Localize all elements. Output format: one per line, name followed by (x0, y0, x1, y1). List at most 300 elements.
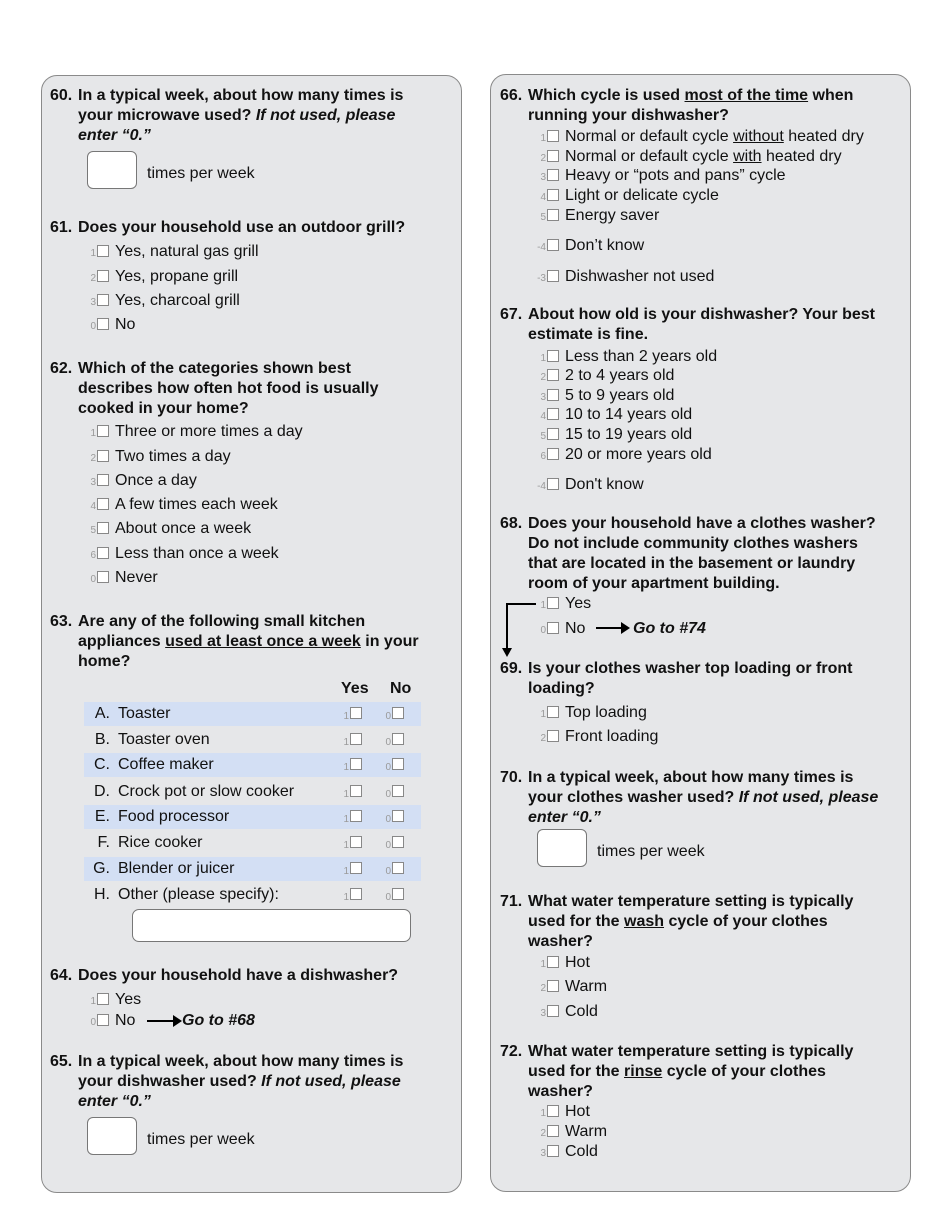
yes-choice[interactable] (340, 805, 368, 832)
checkbox[interactable] (97, 571, 109, 583)
checkbox[interactable] (392, 758, 404, 770)
option-label: Yes, charcoal grill (115, 292, 240, 309)
question-number: 67. (500, 306, 523, 323)
option-code: -3 (537, 273, 546, 284)
option-label: Never (115, 569, 158, 586)
option-code: 0 (90, 1017, 96, 1028)
option-label: Normal or default cycle (565, 148, 729, 165)
answer-option[interactable] (537, 445, 712, 467)
checkbox[interactable] (547, 428, 559, 440)
checkbox[interactable] (547, 369, 559, 381)
answer-option[interactable] (87, 267, 238, 289)
checkbox[interactable] (392, 810, 404, 822)
dishwasher-times-input[interactable] (87, 1117, 137, 1155)
yes-choice[interactable] (340, 753, 368, 780)
question-68 (500, 514, 905, 594)
arrowhead-icon (621, 622, 630, 634)
checkbox[interactable] (350, 733, 362, 745)
answer-option[interactable] (537, 166, 786, 188)
option-code: 1 (90, 248, 96, 259)
option-code: 6 (90, 550, 96, 561)
answer-option[interactable] (537, 267, 714, 289)
option-label: Front loading (565, 728, 659, 745)
question-text: Which of the categories shown best (78, 360, 351, 377)
option-label: Yes (565, 595, 592, 612)
arrowhead-icon (173, 1015, 182, 1027)
question-text: estimate is fine. (528, 326, 649, 343)
question-text: cycle of your clothes (668, 913, 828, 930)
yes-choice[interactable] (340, 883, 368, 910)
option-label: 2 to 4 years old (565, 367, 675, 384)
option-label: Hot (565, 1103, 590, 1120)
option-code: 1 (343, 762, 349, 773)
option-label: Top loading (565, 704, 647, 721)
option-code: 0 (385, 866, 391, 877)
option-label-underlined: with (733, 148, 762, 165)
option-code: 1 (343, 814, 349, 825)
row-letter: B. (94, 731, 110, 748)
checkbox[interactable] (547, 169, 559, 181)
question-63 (50, 612, 455, 672)
checkbox[interactable] (547, 1105, 559, 1117)
no-choice[interactable] (382, 753, 410, 780)
answer-option[interactable] (537, 1002, 598, 1024)
question-66 (500, 86, 905, 126)
row-label: Crock pot or slow cooker (118, 783, 295, 800)
skip-instruction: Go to #68 (182, 1012, 255, 1029)
option-code: 1 (343, 866, 349, 877)
checkbox[interactable] (97, 522, 109, 534)
checkbox[interactable] (350, 785, 362, 797)
question-text: loading? (528, 680, 595, 697)
question-number: 65. (50, 1053, 73, 1070)
option-code: 1 (343, 789, 349, 800)
checkbox[interactable] (97, 294, 109, 306)
option-code: 3 (90, 297, 96, 308)
question-text: In a typical week, about how many times is (78, 1053, 404, 1070)
no-choice[interactable] (382, 883, 410, 910)
instruction-text: If not used, please (261, 1073, 401, 1090)
checkbox[interactable] (97, 474, 109, 486)
question-64 (50, 966, 455, 986)
row-label: Food processor (118, 808, 230, 825)
checkbox[interactable] (547, 270, 559, 282)
answer-option[interactable] (87, 447, 231, 469)
row-letter: D. (94, 783, 110, 800)
option-code: 3 (540, 172, 546, 183)
row-label: Toaster (118, 705, 171, 722)
question-text: Does your household have a dishwasher? (78, 967, 399, 984)
row-letter: E. (94, 808, 110, 825)
checkbox[interactable] (97, 498, 109, 510)
checkbox[interactable] (97, 245, 109, 257)
checkbox[interactable] (547, 622, 559, 634)
unit-label: times per week (597, 843, 705, 860)
row-label: Toaster oven (118, 731, 210, 748)
row-label: Coffee maker (118, 756, 214, 773)
option-label: No (115, 316, 136, 333)
option-code: 3 (540, 392, 546, 403)
instruction-text: enter “0.” (528, 809, 601, 826)
option-code: 2 (540, 153, 546, 164)
answer-option[interactable] (537, 953, 590, 975)
option-label: Heavy or “pots and pans” cycle (565, 167, 786, 184)
answer-option[interactable] (87, 242, 259, 264)
option-code: 2 (540, 1128, 546, 1139)
answer-option[interactable] (537, 619, 585, 641)
answer-option[interactable] (87, 990, 141, 1012)
appliance-row (84, 831, 421, 855)
checkbox[interactable] (547, 706, 559, 718)
answer-option[interactable] (537, 206, 659, 228)
checkbox[interactable] (547, 1145, 559, 1157)
answer-option[interactable] (537, 186, 719, 208)
question-text: About how old is your dishwasher? Your best (528, 306, 875, 323)
answer-option[interactable] (537, 727, 658, 749)
answer-option[interactable] (87, 568, 158, 590)
option-label: Three or more times a day (115, 423, 303, 440)
question-text: in your (365, 633, 419, 650)
option-label: Less than once a week (115, 545, 279, 562)
option-code: 4 (540, 411, 546, 422)
option-code: 1 (540, 133, 546, 144)
answer-option[interactable] (87, 471, 197, 493)
checkbox[interactable] (97, 450, 109, 462)
checkbox[interactable] (547, 980, 559, 992)
answer-option[interactable] (87, 422, 303, 444)
option-label: Don’t know (565, 237, 645, 254)
question-number: 62. (50, 360, 73, 377)
option-code: 0 (385, 840, 391, 851)
option-label: Yes (115, 991, 142, 1008)
option-label: 20 or more years old (565, 446, 712, 463)
no-choice[interactable] (382, 702, 410, 729)
checkbox[interactable] (547, 478, 559, 490)
row-letter: H. (94, 886, 110, 903)
option-code: 5 (540, 431, 546, 442)
question-number: 66. (500, 87, 523, 104)
option-label: 10 to 14 years old (565, 406, 693, 423)
checkbox[interactable] (350, 810, 362, 822)
option-label: Less than 2 years old (565, 348, 718, 365)
question-72 (500, 1042, 905, 1102)
question-text: Which cycle is used (528, 87, 681, 104)
row-letter: A. (94, 705, 110, 722)
checkbox[interactable] (392, 862, 404, 874)
option-label: Hot (565, 954, 590, 971)
option-code: 4 (90, 501, 96, 512)
checkbox[interactable] (547, 389, 559, 401)
checkbox[interactable] (547, 448, 559, 460)
checkbox[interactable] (547, 956, 559, 968)
option-label: Two times a day (115, 448, 231, 465)
skip-arrow-icon (147, 1020, 173, 1022)
option-code: 4 (540, 192, 546, 203)
question-number: 68. (500, 515, 523, 532)
instruction-text: If not used, please (255, 107, 396, 124)
checkbox[interactable] (392, 733, 404, 745)
unit-label: times per week (147, 1131, 255, 1148)
option-code: 3 (540, 1008, 546, 1019)
option-code: 1 (343, 737, 349, 748)
answer-option[interactable] (87, 519, 251, 541)
option-code: 1 (343, 840, 349, 851)
option-code: 1 (540, 600, 546, 611)
yes-choice[interactable] (340, 857, 368, 884)
checkbox[interactable] (350, 836, 362, 848)
checkbox[interactable] (350, 707, 362, 719)
unit-label: times per week (147, 165, 255, 182)
checkbox[interactable] (392, 888, 404, 900)
appliance-row (84, 728, 421, 752)
answer-option[interactable] (537, 1142, 598, 1164)
question-text: room of your apartment building. (528, 575, 780, 592)
question-70 (500, 768, 905, 828)
other-specify-input[interactable] (132, 909, 411, 942)
checkbox[interactable] (97, 1014, 109, 1026)
row-label: Rice cooker (118, 834, 203, 851)
question-number: 70. (500, 769, 523, 786)
checkbox[interactable] (547, 597, 559, 609)
option-label: Warm (565, 1123, 608, 1140)
appliance-row (84, 753, 421, 777)
checkbox[interactable] (97, 270, 109, 282)
checkbox[interactable] (547, 130, 559, 142)
question-number: 63. (50, 613, 73, 630)
question-text: Do not include community clothes washers (528, 535, 858, 552)
question-text-underlined: most of the time (684, 87, 809, 104)
answer-option[interactable] (537, 1122, 607, 1144)
question-text: What water temperature setting is typically (528, 893, 854, 910)
question-number: 72. (500, 1043, 523, 1060)
option-label: Cold (565, 1003, 598, 1020)
option-code: 5 (90, 525, 96, 536)
question-number: 64. (50, 967, 73, 984)
option-code: 0 (90, 321, 96, 332)
option-code: 0 (385, 762, 391, 773)
option-label: A few times each week (115, 496, 278, 513)
question-text: your dishwasher used? (78, 1073, 257, 1090)
question-text: appliances (78, 633, 161, 650)
option-code: 0 (385, 814, 391, 825)
option-code: -4 (537, 481, 546, 492)
question-number: 61. (50, 219, 73, 236)
appliance-row (84, 805, 421, 829)
checkbox[interactable] (97, 547, 109, 559)
instruction-text: If not used, please (738, 789, 879, 806)
question-text-underlined: rinse (624, 1063, 663, 1080)
option-label: 5 to 9 years old (565, 387, 675, 404)
option-code: 2 (540, 733, 546, 744)
no-choice[interactable] (382, 831, 410, 858)
option-label: Light or delicate cycle (565, 187, 719, 204)
answer-option[interactable] (537, 594, 591, 616)
appliance-row (84, 780, 421, 804)
yes-choice[interactable] (340, 728, 368, 755)
option-label-underlined: without (733, 128, 784, 145)
checkbox[interactable] (547, 1005, 559, 1017)
option-label: Yes, propane grill (115, 268, 239, 285)
question-text: What water temperature setting is typically (528, 1043, 854, 1060)
option-label: 15 to 19 years old (565, 426, 693, 443)
answer-option[interactable] (87, 495, 278, 517)
question-text: Does your household use an outdoor grill? (78, 219, 406, 236)
option-code: 2 (90, 453, 96, 464)
answer-option[interactable] (87, 315, 135, 337)
question-text-underlined: used at least once a week (165, 633, 361, 650)
option-code: 0 (385, 711, 391, 722)
question-61 (50, 218, 455, 238)
answer-option[interactable] (537, 703, 647, 725)
option-label: No (115, 1012, 136, 1029)
question-text: home? (78, 653, 131, 670)
appliance-row (84, 702, 421, 726)
skip-arrow-icon (596, 627, 621, 629)
yes-choice[interactable] (340, 702, 368, 729)
question-67 (500, 305, 905, 345)
option-label: heated dry (788, 128, 864, 145)
skip-arrow-icon (506, 603, 508, 649)
checkbox[interactable] (392, 836, 404, 848)
question-69 (500, 659, 905, 699)
yes-choice[interactable] (340, 831, 368, 858)
arrowhead-icon (502, 648, 512, 657)
checkbox[interactable] (97, 993, 109, 1005)
instruction-text: enter “0.” (78, 127, 151, 144)
question-text: Is your clothes washer top loading or front (528, 660, 853, 677)
question-text-underlined: wash (624, 913, 665, 930)
no-choice[interactable] (382, 728, 410, 755)
option-label: Normal or default cycle (565, 128, 729, 145)
clothes-washer-times-input[interactable] (537, 829, 587, 867)
checkbox[interactable] (547, 150, 559, 162)
question-text: cycle of your clothes (666, 1063, 826, 1080)
checkbox[interactable] (547, 209, 559, 221)
answer-option[interactable] (87, 291, 240, 313)
checkbox[interactable] (547, 350, 559, 362)
option-label: Once a day (115, 472, 197, 489)
question-65 (50, 1052, 455, 1112)
option-code: 0 (385, 892, 391, 903)
answer-option[interactable] (537, 236, 644, 258)
answer-option[interactable] (537, 127, 864, 149)
question-text: cooked in your home? (78, 400, 249, 417)
question-text: your microwave used? (78, 107, 252, 124)
question-number: 60. (50, 87, 73, 104)
yes-choice[interactable] (340, 780, 368, 807)
answer-option[interactable] (537, 366, 674, 388)
option-code: 1 (540, 353, 546, 364)
question-71 (500, 892, 905, 952)
answer-option[interactable] (537, 475, 644, 497)
no-choice[interactable] (382, 780, 410, 807)
option-code: 6 (540, 451, 546, 462)
option-code: 5 (540, 212, 546, 223)
question-text: In a typical week, about how many times is (528, 769, 854, 786)
microwave-times-input[interactable] (87, 151, 137, 189)
checkbox[interactable] (547, 239, 559, 251)
no-choice[interactable] (382, 857, 410, 884)
option-code: 1 (90, 996, 96, 1007)
question-text: used for the (528, 913, 620, 930)
skip-arrow-icon (506, 603, 536, 605)
option-code: 3 (90, 477, 96, 488)
appliance-row (84, 883, 421, 907)
question-text: In a typical week, about how many times is (78, 87, 404, 104)
question-62 (50, 359, 455, 419)
row-letter: C. (94, 756, 110, 773)
option-code: 0 (90, 574, 96, 585)
option-code: -4 (537, 242, 546, 253)
option-code: 0 (385, 737, 391, 748)
option-label: Cold (565, 1143, 598, 1160)
column-header-no: No (390, 680, 412, 697)
checkbox[interactable] (350, 888, 362, 900)
option-code: 0 (540, 625, 546, 636)
checkbox[interactable] (350, 758, 362, 770)
question-text: Are any of the following small kitchen (78, 613, 366, 630)
option-code: 1 (343, 892, 349, 903)
appliance-row (84, 857, 421, 881)
instruction-text: enter “0.” (78, 1093, 151, 1110)
checkbox[interactable] (392, 707, 404, 719)
option-code: 1 (540, 709, 546, 720)
option-code: 0 (385, 789, 391, 800)
answer-option[interactable] (537, 425, 692, 447)
question-text: washer? (528, 933, 593, 950)
question-number: 69. (500, 660, 523, 677)
option-code: 1 (540, 959, 546, 970)
question-text: used for the (528, 1063, 620, 1080)
option-label: No (565, 620, 586, 637)
question-text: washer? (528, 1083, 593, 1100)
option-label: Warm (565, 978, 608, 995)
answer-option[interactable] (87, 544, 279, 566)
option-label: Dishwasher not used (565, 268, 715, 285)
option-code: 3 (540, 1148, 546, 1159)
question-60 (50, 86, 455, 146)
answer-option[interactable] (537, 1102, 590, 1124)
option-code: 1 (90, 428, 96, 439)
checkbox[interactable] (547, 189, 559, 201)
checkbox[interactable] (547, 730, 559, 742)
question-text: that are located in the basement or laundry (528, 555, 856, 572)
answer-option[interactable] (537, 977, 607, 999)
checkbox[interactable] (97, 425, 109, 437)
question-text: Does your household have a clothes washer? (528, 515, 876, 532)
no-choice[interactable] (382, 805, 410, 832)
row-label: Blender or juicer (118, 860, 235, 877)
checkbox[interactable] (97, 318, 109, 330)
answer-option[interactable] (87, 1011, 135, 1033)
option-label: Energy saver (565, 207, 660, 224)
option-label: Yes, natural gas grill (115, 243, 259, 260)
question-text: running your dishwasher? (528, 107, 729, 124)
checkbox[interactable] (547, 408, 559, 420)
option-code: 2 (540, 983, 546, 994)
option-label: Don't know (565, 476, 644, 493)
option-code: 1 (540, 1108, 546, 1119)
question-text: describes how often hot food is usually (78, 380, 379, 397)
option-code: 2 (90, 273, 96, 284)
answer-option[interactable] (537, 405, 692, 427)
checkbox[interactable] (350, 862, 362, 874)
checkbox[interactable] (547, 1125, 559, 1137)
checkbox[interactable] (392, 785, 404, 797)
option-label: About once a week (115, 520, 252, 537)
question-text: your clothes washer used? (528, 789, 735, 806)
row-letter: G. (93, 860, 110, 877)
